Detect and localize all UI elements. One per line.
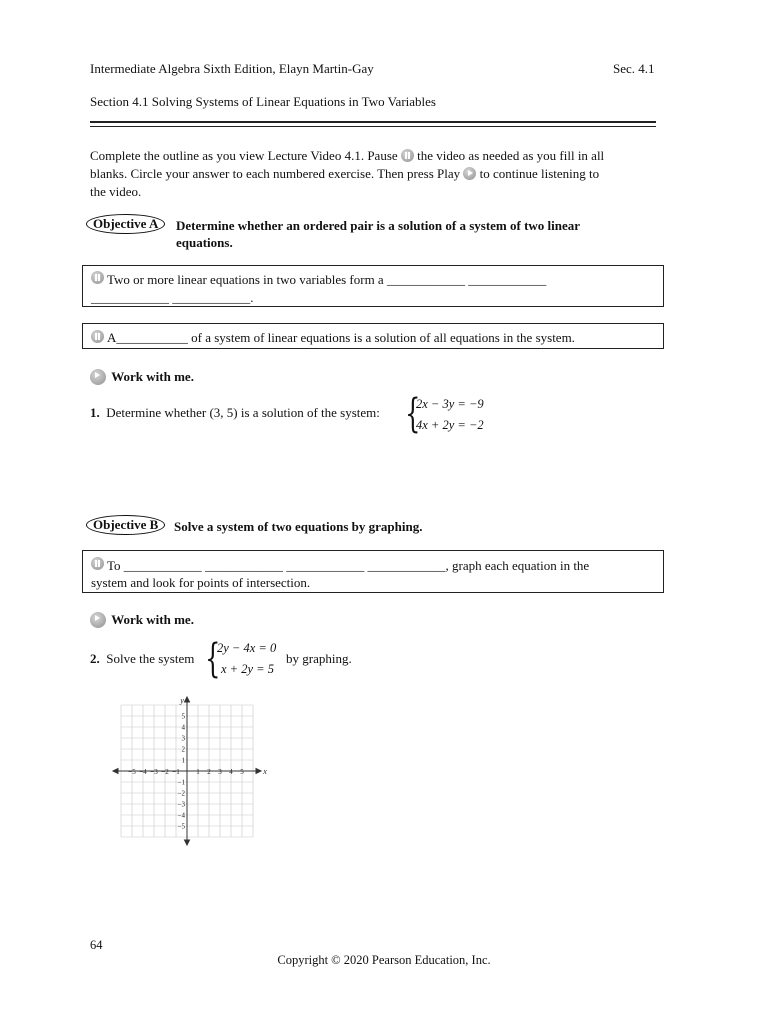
section-code: Sec. 4.1 [613, 61, 655, 76]
section-title: Section 4.1 Solving Systems of Linear Equations in Two Variables [90, 94, 436, 109]
y-tick-label: −1 [177, 778, 185, 787]
play-icon [90, 612, 106, 628]
copyright: Copyright © 2020 Pearson Education, Inc. [277, 953, 491, 967]
x-tick-label: 2 [207, 768, 211, 776]
box1-line2: ____________ ____________. [91, 290, 254, 305]
header-rule-top [90, 121, 656, 123]
box3-line1: To ____________ ____________ ____________ ____________, graph each equation in the [107, 558, 590, 573]
y-arrow-up [185, 697, 190, 702]
exercise-1: 1. Determine whether (3, 5) is a solution of the system: [90, 405, 380, 420]
x-tick-label: 3 [218, 768, 222, 776]
exercise-2-eq1: 2y − 4x = 0 [217, 641, 277, 655]
y-tick-label: 5 [181, 712, 185, 721]
y-tick-label: −2 [177, 789, 185, 798]
play-icon [90, 369, 106, 385]
pause-icon [401, 149, 414, 162]
objective-a-title: Determine whether an ordered pair is a solution of a system of two linear equations. [176, 218, 581, 250]
y-arrow-down [185, 840, 190, 845]
pause-icon [91, 557, 104, 570]
x-tick-label: −3 [150, 768, 158, 776]
pause-icon [91, 330, 104, 343]
brace-1: { [405, 391, 421, 437]
work-with-me-1: Work with me. [90, 369, 194, 385]
y-tick-label: 3 [181, 734, 185, 743]
box1-line1: Two or more linear equations in two variables form a ____________ ____________ [107, 272, 547, 287]
box3-line2: system and look for points of intersection. [91, 575, 311, 590]
page-number: 64 [90, 938, 103, 952]
x-arrow-left [113, 769, 118, 774]
x-arrow-right [256, 769, 261, 774]
play-icon [463, 167, 476, 180]
objective-b-title: Solve a system of two equations by graphing. [174, 519, 423, 534]
exercise-2: 2. Solve the system [90, 651, 195, 666]
definition-box-system [82, 265, 664, 307]
box2-text: A___________ of a system of linear equations is a solution of all equations in the system. [107, 330, 575, 345]
x-tick-label: −1 [172, 768, 180, 776]
definition-box-solution [82, 323, 664, 349]
work-with-me-2: Work with me. [90, 612, 194, 628]
x-tick-label: 4 [229, 768, 233, 776]
x-tick-label: 5 [240, 768, 244, 776]
y-tick-label: 1 [181, 756, 185, 765]
objective-a-label: Objective A [86, 214, 165, 234]
objective-b-label: Objective B [86, 515, 165, 535]
definition-box-graphing [82, 550, 664, 593]
x-axis-label: x [263, 767, 267, 776]
exercise-1-eq2: 4x + 2y = −2 [416, 418, 484, 432]
y-tick-label: 2 [181, 745, 185, 754]
exercise-1-eq1: 2x − 3y = −9 [416, 397, 484, 411]
pause-icon [91, 271, 104, 284]
y-tick-label: −5 [177, 822, 185, 831]
x-tick-label: 1 [196, 768, 200, 776]
exercise-2-eq2: x + 2y = 5 [221, 662, 274, 676]
y-tick-label: −3 [177, 800, 185, 809]
book-title: Intermediate Algebra Sixth Edition, Elayn Martin-Gay [90, 61, 374, 76]
exercise-2-suffix: by graphing. [286, 651, 352, 666]
x-tick-label: −2 [161, 768, 169, 776]
intro-paragraph: Complete the outline as you view Lecture Video 4.1. Pause the video as needed as you fill in all blanks. Circle your answer to each numbered exercise. Then press Play to continue listening to the video. [90, 148, 605, 199]
y-axis-label: y [180, 696, 184, 705]
x-tick-label: −5 [128, 768, 136, 776]
x-tick-label: −4 [139, 768, 147, 776]
brace-2: { [205, 636, 221, 682]
y-tick-label: 4 [181, 723, 185, 732]
header-rule-bottom [90, 126, 656, 127]
y-tick-label: −4 [177, 811, 185, 820]
coordinate-grid [108, 676, 268, 846]
